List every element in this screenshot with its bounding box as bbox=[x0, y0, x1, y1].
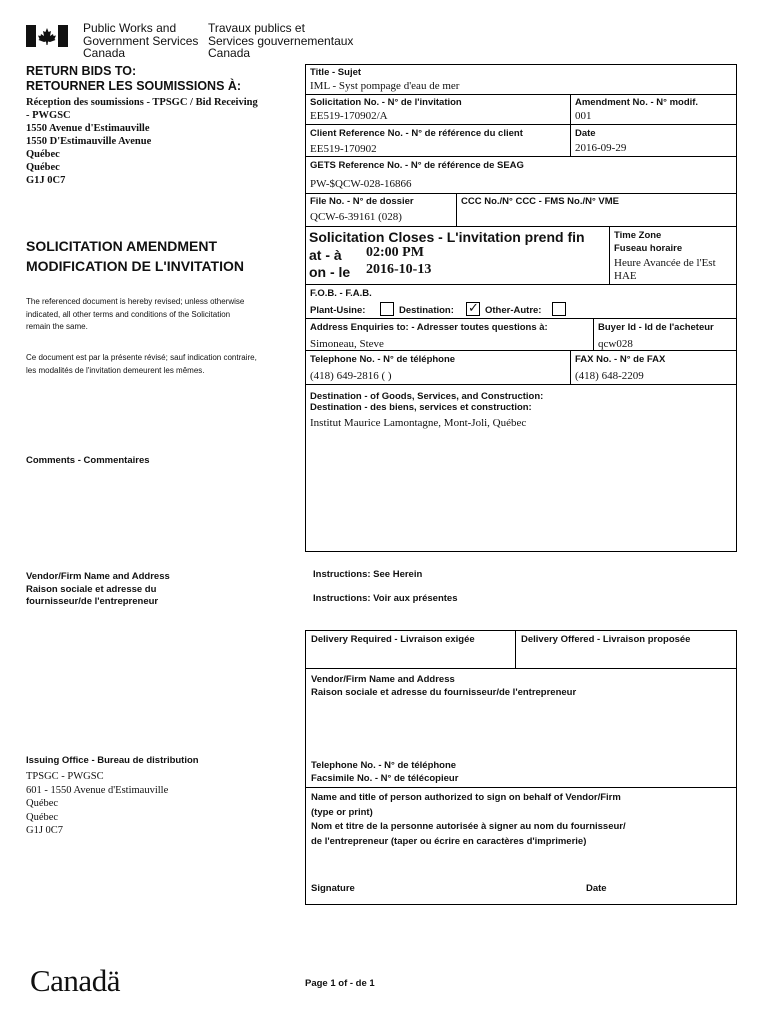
issuing-office-label: Issuing Office - Bureau de distribution bbox=[26, 755, 199, 766]
file-no-value: QCW-6-39161 (028) bbox=[310, 211, 402, 223]
canada-flag-icon bbox=[26, 25, 68, 47]
vendor-firm-name-label: Vendor/Firm Name and Address Raison sociale et adresse du fournisseur/de l'entrepreneur bbox=[311, 674, 577, 698]
at-label: at - à bbox=[309, 247, 342, 263]
return-bids-address: Réception des soumissions - TPSGC / Bid Receiving - PWGSC 1550 Avenue d'Estimauville 1550 D'Estimauville Avenue Québec Québec G1J 0C7 bbox=[26, 97, 258, 186]
delivery-offered-label: Delivery Offered - Livraison proposée bbox=[521, 634, 691, 645]
ccc-no-label: CCC No./N° CCC - FMS No./N° VME bbox=[461, 196, 620, 207]
instructions-en: Instructions: See Herein bbox=[313, 569, 423, 580]
page-number: Page 1 of - de 1 bbox=[305, 978, 375, 989]
org-name-fr: Travaux publics et Services gouvernementaux Canada bbox=[208, 21, 354, 60]
plant-usine-label: Plant-Usine: bbox=[310, 305, 366, 316]
fax-label: FAX No. - N° de FAX bbox=[575, 354, 666, 365]
amendment-title: SOLICITATION AMENDMENT MODIFICATION DE L'INVITATION bbox=[26, 238, 244, 274]
time-zone-label: Time Zone Fuseau horaire bbox=[614, 230, 683, 254]
closing-date-value: 2016-10-13 bbox=[366, 262, 432, 277]
title-value: IML - Syst pompage d'eau de mer bbox=[310, 80, 460, 92]
buyer-id-value: qcw028 bbox=[598, 338, 633, 350]
date-value: 2016-09-29 bbox=[575, 142, 627, 154]
return-bids-title: RETURN BIDS TO: RETOURNER LES SOUMISSIONS À: bbox=[26, 64, 242, 93]
plant-usine-checkbox[interactable] bbox=[380, 302, 394, 316]
signature-label: Signature bbox=[311, 883, 355, 894]
authorized-person-label: Name and title of person authorized to sign on behalf of Vendor/Firm (type or print) Nom et titre de la personne autorisée à signer au nom du fournisseur/ de l'entrepreneur (taper ou écrire en caractères d'imprimerie) bbox=[311, 792, 626, 847]
destination-goods-label: Destination - of Goods, Services, and Construction: Destination - des biens, services et construction: bbox=[310, 391, 544, 413]
solicitation-closes-title: Solicitation Closes - L'invitation prend fin bbox=[309, 229, 585, 245]
delivery-required-label: Delivery Required - Livraison exigée bbox=[311, 634, 475, 645]
comments-label: Comments - Commentaires bbox=[26, 455, 150, 466]
checkmark-icon: ✓ bbox=[468, 300, 479, 315]
on-label: on - le bbox=[309, 264, 351, 280]
vendor-phone-fax-label: Telephone No. - N° de téléphone Facsimile No. - N° de télécopieur bbox=[311, 760, 459, 784]
org-name-en: Public Works and Government Services Canada bbox=[83, 21, 199, 60]
instructions-fr: Instructions: Voir aux présentes bbox=[313, 593, 458, 604]
amendment-paragraph-fr: Ce document est par la présente révisé; sauf indication contraire, les modalités de l'invitation demeurent les mêmes. bbox=[26, 353, 257, 375]
address-enquiries-value: Simoneau, Steve bbox=[310, 338, 384, 350]
other-autre-checkbox[interactable] bbox=[552, 302, 566, 316]
destination-label: Destination: bbox=[399, 305, 454, 316]
gets-ref-label: GETS Reference No. - N° de référence de SEAG bbox=[310, 160, 524, 171]
address-enquiries-label: Address Enquiries to: - Adresser toutes questions à: bbox=[310, 322, 548, 333]
amendment-no-value: 001 bbox=[575, 110, 592, 122]
solicitation-no-value: EE519-170902/A bbox=[310, 110, 388, 122]
destination-checkbox[interactable] bbox=[466, 302, 480, 316]
gets-ref-value: PW-$QCW-028-16866 bbox=[310, 178, 412, 190]
vendor-firm-label: Vendor/Firm Name and Address Raison sociale et adresse du fournisseur/de l'entrepreneur bbox=[26, 571, 170, 607]
file-no-label: File No. - N° de dossier bbox=[310, 196, 414, 207]
signature-date-label: Date bbox=[586, 883, 607, 894]
amendment-paragraph-en: The referenced document is hereby revised; unless otherwise indicated, all other terms and conditions of the Solicitation remain the same. bbox=[26, 297, 245, 331]
closing-time-value: 02:00 PM bbox=[366, 245, 424, 260]
buyer-id-label: Buyer Id - Id de l'acheteur bbox=[598, 322, 714, 333]
client-ref-value: EE519-170902 bbox=[310, 143, 377, 155]
fax-value: (418) 648-2209 bbox=[575, 370, 644, 382]
client-ref-label: Client Reference No. - N° de référence du client bbox=[310, 128, 523, 139]
canada-wordmark: Canadä bbox=[30, 963, 120, 998]
solicitation-no-label: Solicitation No. - N° de l'invitation bbox=[310, 97, 462, 108]
other-autre-label: Other-Autre: bbox=[485, 305, 542, 316]
date-label: Date bbox=[575, 128, 596, 139]
telephone-label: Telephone No. - N° de téléphone bbox=[310, 354, 456, 365]
destination-goods-value: Institut Maurice Lamontagne, Mont-Joli, Québec bbox=[310, 417, 527, 429]
telephone-value: (418) 649-2816 ( ) bbox=[310, 370, 392, 382]
title-label: Title - Sujet bbox=[310, 67, 362, 78]
time-zone-value: Heure Avancée de l'Est HAE bbox=[614, 257, 716, 282]
issuing-office-address: TPSGC - PWGSC 601 - 1550 Avenue d'Estimauville Québec Québec G1J 0C7 bbox=[26, 771, 169, 836]
amendment-no-label: Amendment No. - N° modif. bbox=[575, 97, 699, 108]
fob-label: F.O.B. - F.A.B. bbox=[310, 288, 372, 299]
